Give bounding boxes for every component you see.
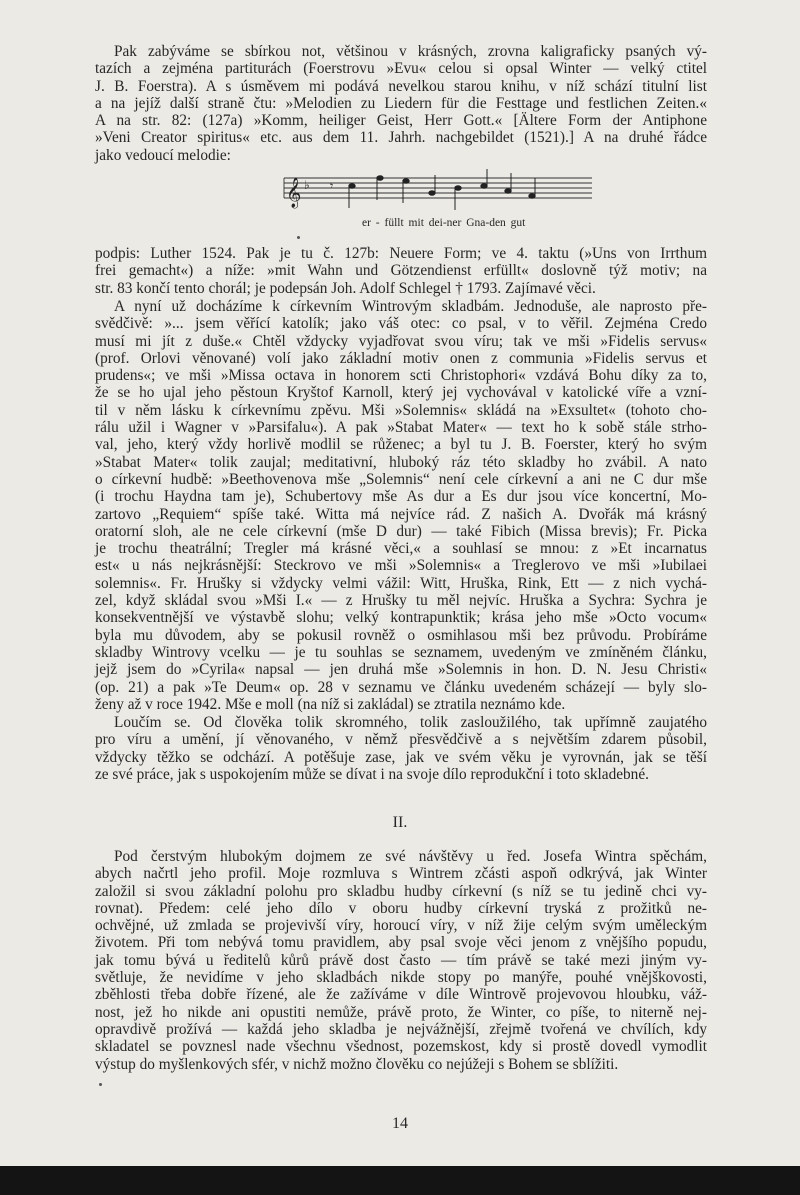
text-line: konsekventnější ve výstavbě slohu; velký kontrapunktik; krása jeho mše »Octo vocum« bbox=[95, 609, 707, 627]
text-line: a na jejíž další straně čtu: »Melodien zu Liedern für die Festtage und festlichen Zeiten.« bbox=[95, 94, 707, 112]
text-line: že se ho ujal jeho pěstoun Kryštof Karnoll, který jej vychovával v katolické víře a vzní- bbox=[95, 384, 707, 402]
paragraph-signature bbox=[95, 245, 707, 297]
text-line: Pod čerstvým hlubokým dojmem ze své návštěvy u řed. Josefa Wintra spěchám, bbox=[114, 848, 707, 865]
text-line: svědčivě: »... jsem věřící katolík; jako váš otec: co psal, v to věřil. Zejména Credo bbox=[95, 315, 707, 333]
text-line: str. 83 končí tento chorál; je podepsán Joh. Adolf Schlegel † 1793. Zajímavé věci. bbox=[95, 279, 596, 297]
text-line: byla mu důvodem, aby se pokusil rovněž o osmihlasou mši bez průvodu. Probíráme bbox=[95, 626, 707, 644]
text-line: jejž jsem do »Cyrila« napsal — jen druhá mše »Solemnis in hon. D. N. Jesu Christi« bbox=[95, 661, 707, 679]
paragraph-church-compositions bbox=[95, 298, 707, 713]
flat-sign-icon: ♭ bbox=[304, 178, 310, 192]
scan-speck bbox=[297, 236, 300, 239]
text-line: prudens«; ve mši »Missa octava in honorem scti Christophori« vzdává Bohu díky za to, bbox=[95, 367, 707, 385]
section-heading: II. bbox=[392, 814, 408, 831]
text-line: frei gemacht«) a níže: »mit Wahn und Götzendienst erfüllt« doslovně týž motiv; na bbox=[95, 262, 707, 280]
text-line: A nyní už docházíme k církevním Wintrovým skladbám. Jednoduše, ale naprosto pře- bbox=[114, 298, 707, 315]
text-line: (op. 21) a pak »Te Deum« op. 28 v seznamu ve článku uvedeném scházejí — byly slo- bbox=[95, 678, 707, 696]
text-line: tazích a zejména partiturách (Foerstrovu »Evu« celou si opsal Winter — velký ctitel bbox=[95, 60, 707, 78]
text-line: Loučím se. Od člověka tolik skromného, tolik zasloužilého, tak upřímně zaujatého bbox=[114, 714, 707, 731]
text-line: rálu užil i Wagner v »Parsifalu«). A pak »Stabat Mater« — text ho k sobě stále strho- bbox=[95, 419, 707, 437]
text-line: rovnat). Předem: celé jeho dílo v oboru hudby církevní tryská z prožitků ne- bbox=[95, 899, 707, 917]
text-line: val, jeho, který vždy horlivě modlil se růženec; a byl tu J. B. Foerster, který ho svým bbox=[95, 436, 707, 454]
text-line: světluje, že nevidíme v jeho skladbách nikde stopy po manýře, pouhé vnějškovosti, bbox=[95, 969, 707, 987]
text-line: zartovo „Requiem“ spíše také. Witta má nejvíce rád. Z našich A. Dvořák má krásný bbox=[95, 505, 707, 523]
text-line: je trochu theatrální; Tregler má krásné věci,« a souhlasí se mnou: z »Et incarnatus bbox=[95, 540, 707, 558]
text-line: ze své práce, jak s uspokojením může se dívat i na svoje dílo reprodukční i toto skladebné. bbox=[95, 765, 649, 783]
text-line: »Stabat Mater« tolik zaujal; meditativní, hluboký ráz této skladby ho zvábil. A nato bbox=[95, 453, 707, 471]
text-line: J. B. Foerstra). A s úsměvem mi podává nevelkou starou knihu, v níž schází titulní list bbox=[95, 77, 707, 95]
text-line: Pak zabýváme se sbírkou not, většinou v krásných, zrovna kaligraficky psaných vý- bbox=[114, 43, 707, 60]
text-line: pro víru a umění, jí věnovaného, v němž přesvědčivě a s největším zdarem působil, bbox=[95, 731, 707, 749]
paragraph-collection-of-notes bbox=[95, 43, 707, 164]
scan-speck bbox=[99, 1083, 102, 1086]
notes bbox=[349, 169, 535, 210]
text-line: výstup do myšlenkových sfér, v nichž možno člověku co nejúžeji s Bohem se sblížiti. bbox=[95, 1055, 619, 1073]
paragraph-profile bbox=[95, 848, 707, 1073]
page-number: 14 bbox=[392, 1115, 408, 1132]
text-line: »Veni Creator spiritus« etc. aus dem 11. Jahrh. nachgebildet (1521).] A na druhé řádce bbox=[95, 129, 707, 147]
text-line: podpis: Luther 1524. Pak je tu č. 127b: Neuere Form; ve 4. taktu (»Uns von Irrthum bbox=[95, 245, 707, 262]
text-line: zel, když skládal svou »Mši I.« — z Hrušky tu měl nejvíc. Hruška a Sychra: Sychra je bbox=[95, 592, 707, 610]
paragraph-farewell bbox=[95, 714, 707, 783]
text-line: jako vedoucí melodie: bbox=[95, 146, 231, 164]
rest-icon: 𝄾 bbox=[330, 179, 334, 193]
text-line: skladby Wintrovy vcelku — je tu souhlas se seznamem, uvedeným ve zmíněném článku, bbox=[95, 643, 707, 661]
text-line: est« u nás nejkrásnější: Steckrovo ve mši »Solemnis« a Treglerovo ve mši »Iubilaei bbox=[95, 557, 707, 575]
text-line: til v něm lásku k církevnímu zpěvu. Mši »Solemnis« skládá na »Exsultet« (tohoto cho- bbox=[95, 401, 707, 419]
music-notation-excerpt bbox=[280, 168, 600, 212]
text-line: (i trochu Haydna tam je), Schubertovy mše As dur a Es dur jsou více koncertní, Mo- bbox=[95, 488, 707, 506]
text-line: založil si svou základní polohu pro skladbu hudby církevní (s níž se tu jedině chci vy- bbox=[95, 882, 707, 900]
text-line: životem. Při tom nebývá tomu pravidlem, aby psal svoje věci jenom z vnějšího popudu, bbox=[95, 934, 707, 952]
text-line: musí mi jít z duše.« Chtěl vždycky vyjadřovat svou víru; tak ve mši »Fidelis servus« bbox=[95, 332, 707, 350]
text-line: (prof. Orlovi věnované) volí jako základní motiv onen z communia »Fidelis servus et bbox=[95, 349, 707, 367]
text-line: ženy až v roce 1942. Mše e moll (na níž si zakládal) se ztratila neznámo kde. bbox=[95, 695, 566, 713]
text-line: skladatel se povznesl nade všechnu všednost, pozemskost, kdy si prostě dovedl vymodlit bbox=[95, 1038, 707, 1056]
text-line: vždycky těžko se odchází. A potěšuje zase, jak ve svém věku je vyrovnán, jak se těší bbox=[95, 748, 707, 766]
text-line: nost, jež ho nikde ani opustiti nemůže, právě proto, že Winter, co píše, to niterně nej- bbox=[95, 1003, 707, 1021]
text-line: jak tomu bývá u ředitelů kůrů právě dost často — tím právě se také mezi jiným vy- bbox=[95, 951, 707, 969]
text-line: zběhlosti třeba dobře řízené, ale že zažíváme v díle Wintrově projevovou hloubku, váž- bbox=[95, 986, 707, 1004]
treble-clef-icon: 𝄞 bbox=[286, 178, 302, 207]
text-line: ochvějné, už zmlada se projevivší víry, horoucí víry, v níž žije celým svým uměleckým bbox=[95, 917, 707, 935]
text-line: o církevní hudbě: »Beethovenova mše „Solemnis“ není cele církevní a ani ne C dur mše bbox=[95, 470, 707, 488]
text-line: abych načrtl jeho profil. Moje rozmluva s Wintrem zčásti aspoň odkrývá, jak Winter bbox=[95, 865, 707, 883]
text-line: oratorní sloh, ale ne cele církevní (mše D dur) — také Fibich (Missa brevis); Fr. Picka bbox=[95, 522, 707, 540]
music-lyrics: er - füllt mit dei-ner Gna-den gut bbox=[362, 217, 526, 229]
text-line: solemnis«. Fr. Hrušky si vždycky velmi vážil: Witt, Hruška, Rink, Ett — z nich vychá- bbox=[95, 574, 707, 592]
text-line: A na str. 82: (127a) »Komm, heiliger Geist, Herr Gott.« [Ältere Form der Antiphone bbox=[95, 112, 707, 130]
text-line: opravdivě prožívá — každá jeho skladba je nejvážnější, zřejmě tvořená ve chvílích, kdy bbox=[95, 1020, 707, 1038]
scan-bottom-edge bbox=[0, 1166, 800, 1195]
